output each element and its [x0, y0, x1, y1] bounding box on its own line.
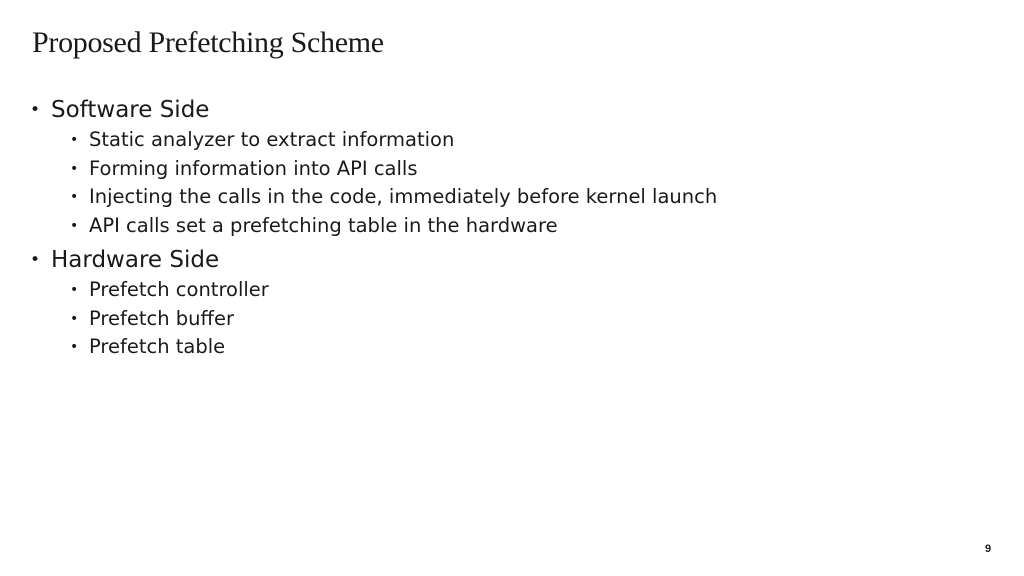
- bullet-icon: •: [70, 160, 79, 177]
- list-item: [68, 305, 990, 334]
- list-item: [68, 183, 990, 212]
- hardware-side-list: [30, 276, 990, 362]
- list-item: [68, 276, 990, 305]
- slide-content: [30, 94, 990, 366]
- section-heading-software: [30, 94, 990, 126]
- list-item-label: Prefetch buffer: [89, 306, 234, 330]
- list-item: [68, 212, 990, 241]
- list-item: [68, 333, 990, 362]
- list-item-label: Forming information into API calls: [89, 156, 418, 180]
- list-item-label: Prefetch controller: [89, 278, 269, 301]
- list-item: [68, 126, 990, 155]
- list-item-label: API calls set a prefetching table in the hardware: [89, 213, 558, 237]
- page-number: 9: [985, 543, 992, 555]
- software-side-list: [30, 126, 990, 240]
- bullet-icon: •: [30, 100, 41, 120]
- slide-title: Proposed Prefetching Scheme: [32, 26, 384, 59]
- bullet-icon: •: [70, 217, 79, 234]
- section-heading-hardware: [30, 244, 990, 276]
- bullet-icon: •: [70, 282, 79, 298]
- list-item: [68, 155, 990, 184]
- bullet-icon: •: [70, 339, 79, 355]
- bullet-icon: •: [70, 310, 79, 327]
- bullet-icon: •: [70, 189, 79, 205]
- list-item-label: Injecting the calls in the code, immediately before kernel launch: [89, 185, 718, 208]
- list-item-label: Static analyzer to extract information: [89, 128, 455, 151]
- section-heading-label: Software Side: [51, 97, 210, 123]
- bullet-icon: •: [70, 132, 79, 148]
- section-heading-label: Hardware Side: [51, 247, 220, 273]
- list-item-label: Prefetch table: [89, 335, 226, 358]
- bullet-icon: •: [30, 250, 41, 270]
